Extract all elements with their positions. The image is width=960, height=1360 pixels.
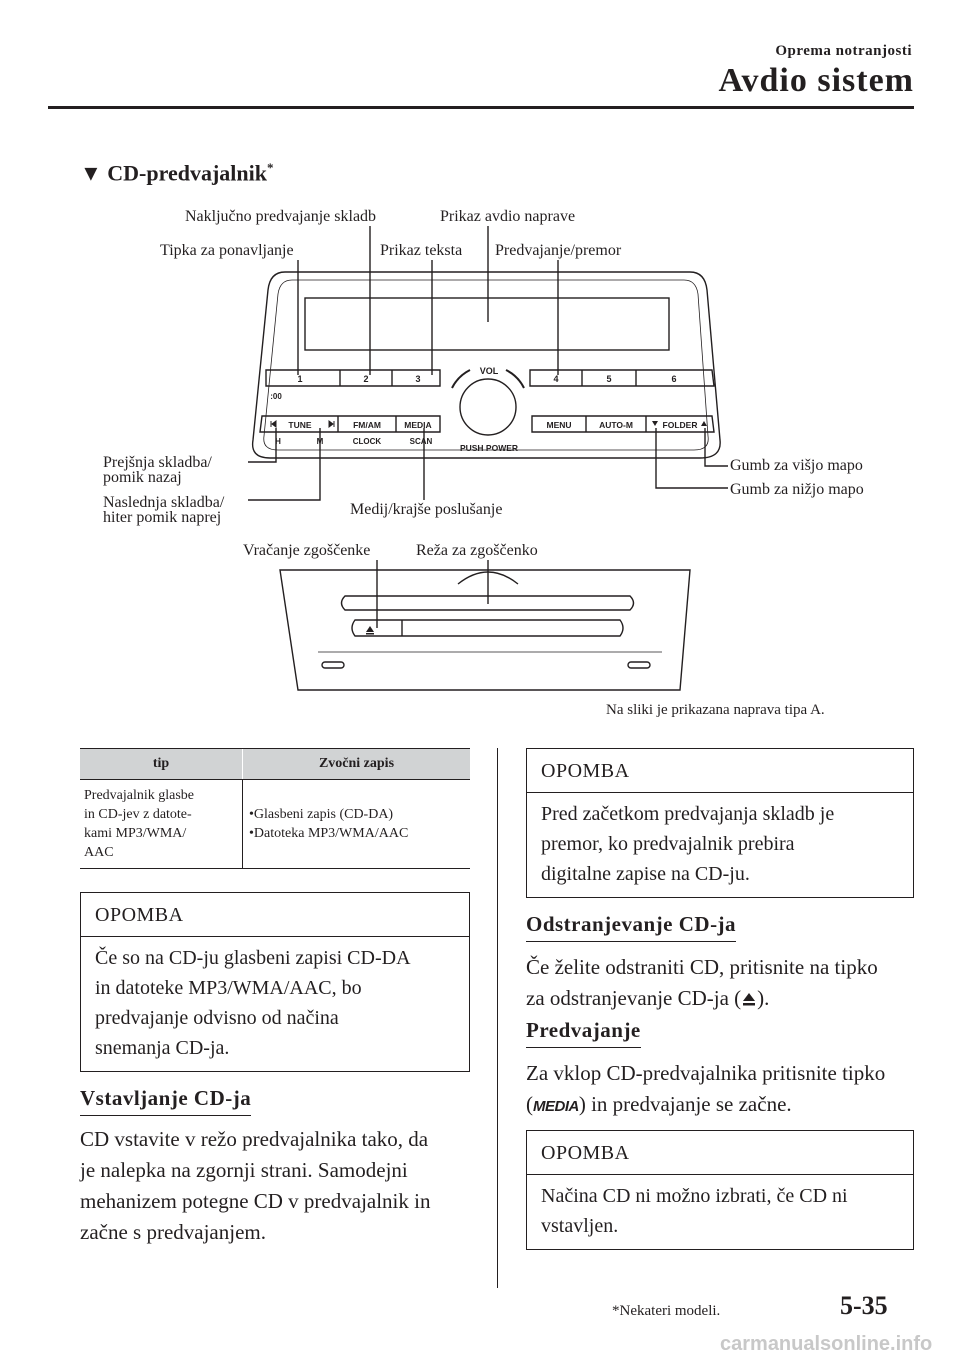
note-box-1 [80,892,470,1072]
remove-heading-wrap [526,912,736,942]
format-table [80,748,470,869]
figure-caption: Na sliki je prikazana naprava tipa A. [606,702,825,718]
play-heading-wrap [526,1018,641,1048]
table-row [80,780,470,869]
callout-play-pause: Predvajanje/premor [495,242,622,259]
note-body: Načina CD ni možno izbrati, če CD ni vstavljen. [541,1185,848,1237]
tune-button-label[interactable]: TUNE [288,420,312,430]
footnote: *Nekateri modeli. [612,1303,721,1319]
note-heading: OPOMBA [527,749,913,793]
scan-label: SCAN [409,437,433,446]
faceplate-outline [253,272,721,458]
preset-6-label[interactable]: 6 [671,374,677,384]
table-cell-formats: •Glasbeni zapis (CD-DA) •Datoteka MP3/WMA/AAC [243,780,471,869]
preset-2-label[interactable]: 2 [363,374,369,384]
cd-unit-outline [280,570,690,690]
prev-track-icon [271,421,276,427]
header-chapter: Avdio sistem [718,62,914,99]
display-window [305,298,669,350]
callout-media-scan: Medij/krajše poslušanje [350,501,503,518]
callout-folder-up: Gumb za višjo mapo [730,457,863,474]
clock-colon-label: :00 [270,392,282,401]
callout-prev-line1: Prejšnja skladba/ [103,454,212,471]
next-track-icon [329,421,334,427]
fmam-button-label[interactable]: FM/AM [353,420,381,430]
callout-next-line1: Naslednja skladba/ [103,494,225,511]
volume-knob [460,379,516,435]
callout-slot: Reža za zgoščenko [416,542,538,559]
callout-folder-down: Gumb za nižjo mapo [730,481,864,498]
insert-heading-wrap [80,1086,251,1116]
cd-unit-slot-left [322,662,344,668]
play-paragraph: Za vklop CD-predvajalnika pritisnite tipko (MEDIA) in predvajanje se začne. [526,1061,886,1116]
table-cell-type: Predvajalnik glasbe in CD-jev z datote- kami MP3/WMA/ AAC [80,780,243,869]
callout-audio-display: Prikaz avdio naprave [440,208,576,225]
preset-4-label[interactable]: 4 [553,374,559,384]
callout-repeat: Tipka za ponavljanje [160,242,294,259]
preset-1-3-bar [266,370,440,386]
note-box-3 [526,1130,914,1250]
media-key-icon: MEDIA [533,1098,579,1115]
table-header-type: tip [80,749,243,780]
callout-prev-line2: pomik nazaj [103,469,182,486]
remove-heading: Odstranjevanje CD-ja [526,912,736,942]
page-number: 5-35 [840,1291,888,1320]
folder-up-icon [701,421,707,426]
section-title-text: CD-predvajalnik [107,160,268,186]
callout-next-line2: hiter pomik naprej [103,509,222,526]
header-section: Oprema notranjosti [775,43,912,59]
hour-label: H [275,437,281,446]
eject-icon [741,991,757,1007]
menu-button-label[interactable]: MENU [546,420,572,430]
push-power-label: PUSH POWER [459,443,519,453]
note-heading: OPOMBA [81,893,469,937]
cd-unit-slot-right [628,662,650,668]
column-divider [497,748,498,1288]
watermark: carmanualsonline.info [720,1333,933,1355]
preset-1-label[interactable]: 1 [297,374,303,384]
minute-label: M [316,437,324,446]
folder-button-label[interactable]: FOLDER [662,420,698,430]
table-header-format: Zvočni zapis [243,749,471,780]
asterisk: * [267,160,274,175]
note-box-2 [526,748,914,898]
preset-3-label[interactable]: 3 [415,374,421,384]
folder-down-icon [652,421,658,426]
eject-symbol-icon [366,626,374,632]
callout-random: Naključno predvajanje skladb [185,208,377,225]
clock-label: CLOCK [352,437,382,446]
remove-paragraph: Če želite odstraniti CD, pritisnite na tipko za odstranjevanje CD-ja ( ). [526,955,878,1010]
media-button-label[interactable]: MEDIA [404,420,432,430]
note-heading: OPOMBA [527,1131,913,1175]
callout-text-display: Prikaz teksta [380,242,463,259]
play-heading: Predvajanje [526,1018,641,1048]
note-body: Pred začetkom predvajanja skladb je premor, ko predvajalnik prebira digitalne zapise na CD-ju. [541,803,835,885]
autom-button-label[interactable]: AUTO-M [599,420,633,430]
preset-5-label[interactable]: 5 [606,374,612,384]
triangle-marker-icon: ▼ [80,160,102,186]
insert-paragraph: CD vstavite v režo predvajalnika tako, da je nalepka na zgornji strani. Samodejni mehanizem potegne CD v predvajalnik in začne s predvajanjem. [80,1127,431,1244]
vol-label: VOL [479,366,499,376]
note-body: Če so na CD-ju glasbeni zapisi CD-DA in datoteke MP3/WMA/AAC, bo predvajanje odvisno od načina snemanja CD-ja. [95,947,411,1059]
insert-heading: Vstavljanje CD-ja [80,1086,251,1116]
callout-eject: Vračanje zgoščenke [243,542,371,559]
